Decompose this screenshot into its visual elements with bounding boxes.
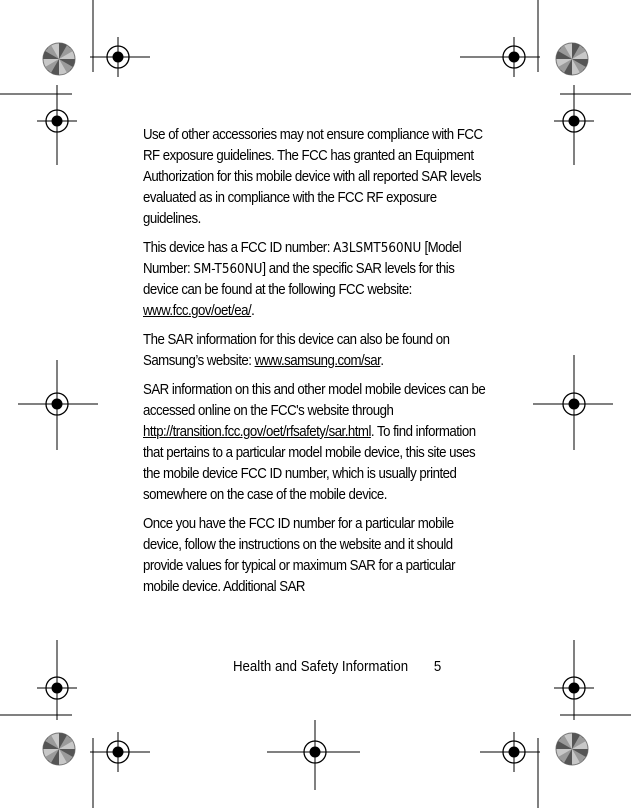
star-target-icon	[556, 43, 588, 75]
page-number: 5	[433, 659, 442, 675]
paragraph-accessories: Use of other accessories may not ensure compliance with FCC RF exposure guidelines. The FCC has granted an Equipment Authorization for this mobile device with all reported SAR levels evaluated as in compliance with the FCC RF exposure guidelines.	[143, 127, 483, 227]
registration-mark-icon	[98, 37, 138, 77]
samsung-sar-link[interactable]: www.samsung.com/sar	[254, 353, 381, 369]
star-target-icon	[556, 733, 588, 765]
registration-mark-icon	[554, 101, 594, 141]
star-target-icon	[43, 733, 75, 765]
registration-mark-icon	[554, 668, 594, 708]
model-number-value: SM-T560NU	[193, 262, 263, 277]
registration-mark-icon	[494, 37, 534, 77]
registration-mark-icon	[37, 668, 77, 708]
registration-mark-icon	[37, 384, 77, 424]
paragraph-fcc-sar-lookup: SAR information on this and other model mobile devices can be accessed online on the FCC's website through http://transition.fcc.gov/oet/rfsafety/sar.html. To find information that pertains to a particular model mobile device, this site uses the mobile device FCC ID number, which is usually printed somewhere on the case of the mobile device.	[143, 382, 486, 503]
registration-mark-icon	[295, 732, 335, 772]
paragraph-fcc-id: This device has a FCC ID number: A3LSMT560NU [Model Number: SM-T560NU] and the specific SAR levels for this device can be found at the following FCC website: www.fcc.gov/oet/ea/.	[143, 240, 462, 319]
paragraph-samsung-sar: The SAR information for this device can also be found on Samsung’s website: www.samsung.com/sar.	[143, 332, 450, 369]
body-text	[143, 125, 488, 606]
star-target-icon	[43, 43, 75, 75]
registration-mark-icon	[554, 384, 594, 424]
fcc-website-link[interactable]: www.fcc.gov/oet/ea/	[143, 303, 252, 319]
page-footer	[233, 659, 441, 675]
fcc-sar-link[interactable]: http://transition.fcc.gov/oet/rfsafety/sar.html	[143, 424, 371, 440]
registration-mark-icon	[494, 732, 534, 772]
footer-section-title: Health and Safety Information	[233, 659, 409, 675]
registration-mark-icon	[37, 101, 77, 141]
paragraph-fcc-id-instructions: Once you have the FCC ID number for a particular mobile device, follow the instructions on the website and it should provide values for typical or maximum SAR for a particular mobile device. Additional SAR	[143, 516, 456, 595]
fcc-id-value: A3LSMT560NU	[333, 241, 422, 256]
registration-mark-icon	[98, 732, 138, 772]
